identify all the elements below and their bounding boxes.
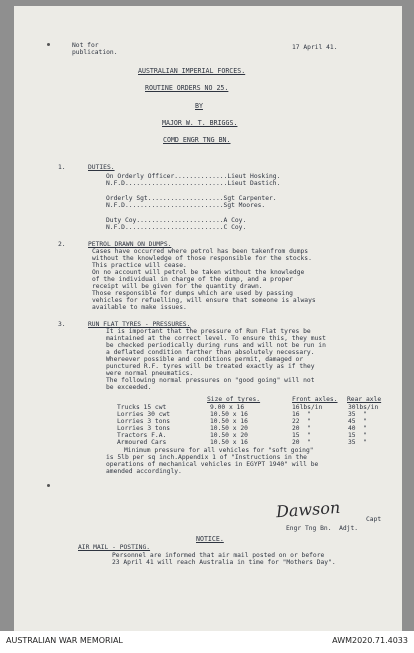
tyre-size-cell: 10.50 x 16	[210, 439, 248, 446]
rear-pressure-cell: 30lbs/in	[348, 404, 379, 411]
table-header-size: Size of tyres.	[207, 396, 261, 403]
duty-line: Orderly Sgt....................Sgt Carpenter.	[106, 195, 277, 202]
front-pressure-cell: 16 "	[292, 411, 311, 418]
table-header-rear: Rear axle	[347, 396, 382, 403]
duty-line: N.F.D...........................Lieut Dastich.	[106, 180, 281, 187]
paragraph-line: without the knowledge of those responsible for the stocks.	[92, 255, 312, 262]
duty-line: N.F.D..........................Sgt Moores.	[106, 202, 266, 209]
section-2-number: 2.	[58, 241, 66, 248]
rear-pressure-cell: 15 "	[348, 432, 367, 439]
tyre-size-cell: 9.00 x 16	[210, 404, 245, 411]
section-3-heading: RUN FLAT TYRES - PRESSURES.	[88, 321, 191, 328]
notice-line: 23 April 41 will reach Australia in time for "Mothers Day".	[112, 559, 336, 566]
paragraph-line: available to make issues.	[92, 304, 187, 311]
section-3-number: 3.	[58, 321, 66, 328]
paragraph-line: a deflated condition farther than absolutely necessary.	[106, 349, 315, 356]
vehicle-cell: Lorries 3 tons	[117, 425, 171, 432]
vehicle-cell: Armoured Cars	[117, 439, 167, 446]
paragraph-line: Minimum pressure for all vehicles for "soft going"	[124, 447, 314, 454]
signature-title: Engr Tng Bn. Adjt.	[286, 525, 359, 532]
distribution-note-line-2: publication.	[72, 49, 118, 56]
duty-line: N.F.D..........................C Coy.	[106, 224, 247, 231]
paragraph-line: receipt will be given for the quantity drawn.	[92, 283, 263, 290]
front-pressure-cell: 20 "	[292, 439, 311, 446]
section-1-number: 1.	[58, 164, 66, 171]
paragraph-line: It is important that the pressure of Run Flat tyres be	[106, 328, 311, 335]
handwritten-signature: Dawson	[275, 497, 341, 522]
tyre-size-cell: 10.50 x 20	[210, 425, 248, 432]
paragraph-line: On no account will petrol be taken without the knowledge	[92, 269, 305, 276]
section-2-heading: PETROL DRAWN ON DUMPS.	[88, 241, 172, 248]
paragraph-line: Whereever possible and conditions permit, damaged or	[106, 356, 304, 363]
duty-line: On Orderly Officer..............Lieut Hosking.	[106, 173, 281, 180]
rear-pressure-cell: 35 "	[348, 411, 367, 418]
front-pressure-cell: 22 "	[292, 418, 311, 425]
paragraph-line: operations of mechanical vehicles in EGYPT 1940" will be	[106, 461, 319, 468]
paragraph-line: be checked periodically during runs and will not be run in	[106, 342, 326, 349]
section-1-heading: DUTIES.	[88, 164, 115, 171]
vehicle-cell: Lorries 30 cwt	[117, 411, 171, 418]
table-header-front: Front axles.	[292, 396, 338, 403]
paragraph-line: The following normal pressures on "good going" will not	[106, 377, 315, 384]
front-pressure-cell: 20 "	[292, 425, 311, 432]
rear-pressure-cell: 40 "	[348, 425, 367, 432]
archive-reference: AWM2020.71.4033	[332, 636, 408, 645]
paragraph-line: is 5lb per sq inch.Appendix 1 of "Instructions in the	[106, 454, 307, 461]
front-pressure-cell: 15 "	[292, 432, 311, 439]
paragraph-line: maintained at the correct level. To ensure this, they must	[106, 335, 326, 342]
notice-heading: NOTICE.	[196, 535, 224, 543]
tyre-size-cell: 10.50 x 20	[210, 432, 248, 439]
paragraph-line: amended accordingly.	[106, 468, 182, 475]
tyre-size-cell: 10.50 x 16	[210, 418, 248, 425]
vehicle-cell: Lorries 3 tons	[117, 418, 171, 425]
rear-pressure-cell: 35 "	[348, 439, 367, 446]
title-force: AUSTRALIAN IMPERIAL FORCES.	[138, 67, 246, 75]
paragraph-line: punctured R.F. tyres will be treated exactly as if they	[106, 363, 315, 370]
tyre-size-cell: 10.50 x 16	[210, 411, 248, 418]
title-unit: COMD ENGR TNG BN.	[163, 136, 231, 144]
order-date: 17 April 41.	[292, 44, 338, 51]
duty-line: Duty Coy.......................A Coy.	[106, 217, 247, 224]
title-by: BY	[195, 102, 203, 110]
document-page	[14, 6, 402, 631]
paragraph-line: be exceeded.	[106, 384, 152, 391]
paragraph-line: vehicles for refuelling, will ensure that someone is always	[92, 297, 316, 304]
rear-pressure-cell: 45 "	[348, 418, 367, 425]
notice-subheading: AIR MAIL - POSTING.	[78, 544, 151, 551]
vehicle-cell: Tractors F.A.	[117, 432, 167, 439]
punch-hole-top	[47, 43, 50, 46]
paragraph-line: This practice will cease.	[92, 262, 187, 269]
paragraph-line: of the individual in charge of the dump, and a proper	[92, 276, 293, 283]
archive-name: AUSTRALIAN WAR MEMORIAL	[6, 636, 123, 645]
distribution-note-line-1: Not for	[72, 42, 99, 49]
title-commander: MAJOR W. T. BRIGGS.	[162, 119, 238, 127]
front-pressure-cell: 16lbs/in	[292, 404, 323, 411]
paragraph-line: Those responsible for dumps which are used by passing	[92, 290, 293, 297]
punch-hole-bottom	[47, 484, 50, 487]
title-orders: ROUTINE ORDERS NO 25.	[145, 84, 229, 92]
notice-line: Personnel are informed that air mail posted on or before	[112, 552, 325, 559]
archive-footer	[0, 631, 414, 653]
signature-rank: Capt	[366, 516, 382, 523]
paragraph-line: Cases have occurred where petrol has been takenfrom dumps	[92, 248, 309, 255]
paragraph-line: were normal pneumatics.	[106, 370, 194, 377]
vehicle-cell: Trucks 15 cwt	[117, 404, 167, 411]
